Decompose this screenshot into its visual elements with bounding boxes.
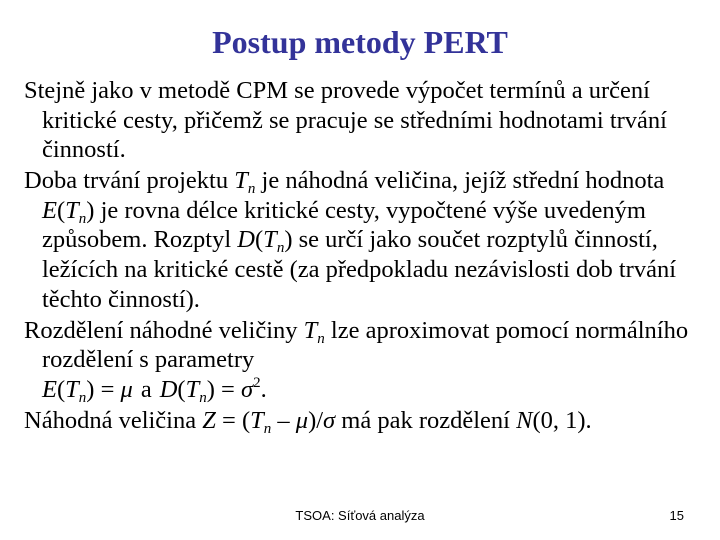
text-segment: Náhodná veličina bbox=[24, 406, 203, 434]
paragraph-duration: Doba trvání projektu $T_n$ je náhodná veličina, jejíž střední hodnota $E(T_n)$ je rovna délce kritické cesty, vypočtené výše uvedeným způsobem. Rozptyl $D(T_n)$ se určí jako součet rozptylů činností, ležících na kritické cestě (za předpokladu nezávislosti dob trvání těchto činností). bbox=[24, 167, 677, 313]
paragraph-cpm-text: Stejně jako v metodě CPM se provede výpočet termínů a určení kritické cesty, přičemž se pracuje se středními hodnotami trvání činností. bbox=[24, 77, 667, 164]
slide-title: Postup metody PERT bbox=[212, 24, 508, 60]
text-segment: = bbox=[214, 375, 241, 403]
paragraph-distribution: Rozdělení náhodné veličiny $T_n$ lze aproximovat pomocí normálního rozdělení s parametry $E(T_n) = \mu$ a $D(T_n) = \sigma^2$. bbox=[24, 316, 689, 406]
text-segment: )/ bbox=[308, 406, 324, 434]
symbol-mu: μ bbox=[295, 406, 309, 434]
text-segment: = ( bbox=[215, 406, 251, 434]
symbol-t: T bbox=[185, 375, 200, 403]
symbol-e: E bbox=[42, 196, 57, 224]
symbol-e: E bbox=[42, 375, 57, 403]
subscript-n: n bbox=[276, 240, 285, 257]
symbol-z: Z bbox=[202, 406, 216, 434]
page-number: 15 bbox=[669, 508, 684, 523]
slide-body bbox=[24, 76, 700, 437]
subscript-n: n bbox=[247, 181, 256, 198]
superscript-two: 2 bbox=[253, 374, 261, 391]
symbol-t: T bbox=[250, 406, 264, 434]
slide-footer: TSOA: Síťová analýza bbox=[295, 508, 425, 523]
subscript-n: n bbox=[263, 420, 272, 437]
symbol-sigma: σ bbox=[240, 375, 254, 403]
symbol-t: T bbox=[65, 375, 79, 403]
text-segment: Rozdělení náhodné veličiny bbox=[24, 316, 304, 344]
symbol-t: T bbox=[65, 196, 79, 224]
symbol-sigma: σ bbox=[323, 406, 336, 434]
text-segment: má pak rozdělení bbox=[335, 406, 517, 434]
symbol-t: T bbox=[263, 226, 277, 254]
subscript-n: n bbox=[78, 389, 87, 406]
paragraph-z-variable bbox=[24, 406, 700, 436]
text-segment: (0, 1). bbox=[532, 406, 592, 434]
symbol-n-dist: N bbox=[516, 406, 533, 434]
text-segment: je náhodná veličina, jejíž střední hodnota bbox=[255, 167, 665, 195]
text-segment: je rovna délce kritické cesty, vypočtené výše uvedeným způsobem. Rozptyl bbox=[42, 196, 646, 254]
text-segment: = bbox=[94, 375, 121, 403]
text-period: . bbox=[260, 375, 267, 403]
symbol-mu: μ bbox=[120, 375, 133, 403]
subscript-n: n bbox=[317, 330, 325, 347]
symbol-d: D bbox=[237, 226, 255, 254]
subscript-n: n bbox=[78, 210, 87, 227]
text-and: a bbox=[140, 375, 152, 403]
subscript-n: n bbox=[199, 389, 207, 406]
paragraph-cpm bbox=[24, 76, 700, 165]
text-minus: – bbox=[271, 406, 296, 434]
text-segment: lze aproximovat pomocí normálního rozdělení s parametry bbox=[42, 316, 689, 374]
text-segment: se určí jako součet rozptylů činností, ležících na kritické cestě (za předpokladu nezávislosti dob trvání těchto činností). bbox=[42, 226, 677, 313]
symbol-d: D bbox=[159, 375, 178, 403]
text-segment: Doba trvání projektu bbox=[24, 167, 235, 195]
symbol-t: T bbox=[303, 316, 318, 344]
symbol-t: T bbox=[234, 167, 248, 195]
